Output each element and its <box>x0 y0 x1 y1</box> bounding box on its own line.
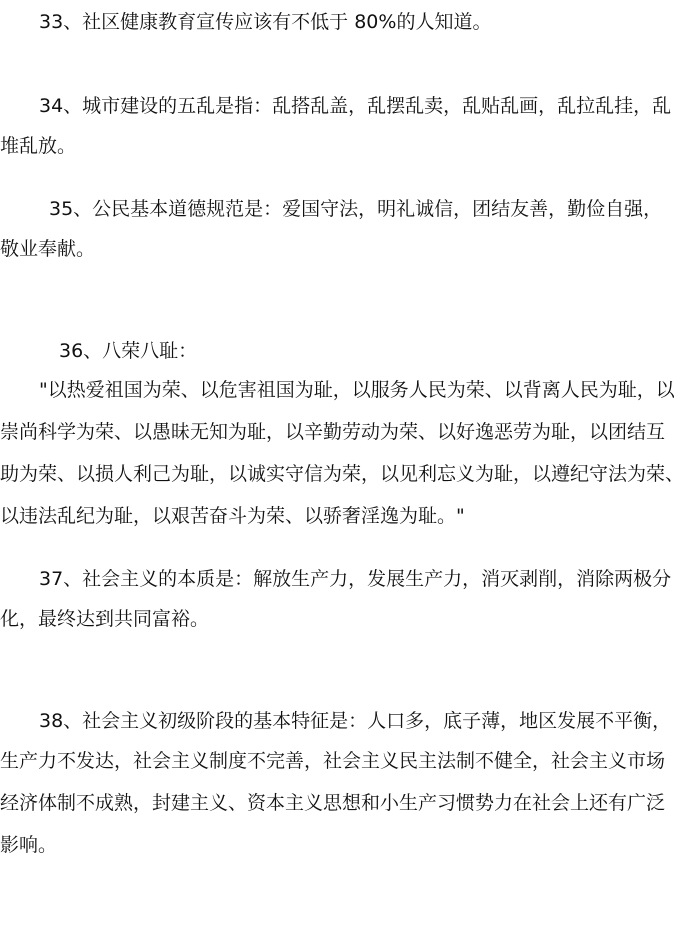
item-36-line-2: "以热爱祖国为荣、以危害祖国为耻，以服务人民为荣、以背离人民为耻，以 <box>39 379 675 401</box>
item-38-line-3: 经济体制不成熟，封建主义、资本主义思想和小生产习惯势力在社会上还有广泛 <box>0 792 666 814</box>
item-38-line-4: 影响。 <box>0 834 58 856</box>
item-33-line-1: 33、社区健康教育宣传应该有不低于 80%的人知道。 <box>39 11 492 33</box>
item-34-line-2: 堆乱放。 <box>0 135 77 157</box>
item-38-line-2: 生产力不发达，社会主义制度不完善，社会主义民主法制不健全，社会主义市场 <box>0 750 666 772</box>
item-35-line-2: 敬业奉献。 <box>0 238 96 260</box>
item-36-line-3: 崇尚科学为荣、以愚昧无知为耻，以辛勤劳动为荣、以好逸恶劳为耻，以团结互 <box>0 421 666 443</box>
item-37-line-1: 37、社会主义的本质是：解放生产力，发展生产力，消灭剥削，消除两极分 <box>39 568 672 590</box>
item-38-line-1: 38、社会主义初级阶段的基本特征是：人口多，底子薄，地区发展不平衡， <box>39 710 672 732</box>
item-36-line-5: 以违法乱纪为耻，以艰苦奋斗为荣、以骄奢淫逸为耻。" <box>0 505 465 527</box>
item-34-line-1: 34、城市建设的五乱是指：乱搭乱盖，乱摆乱卖，乱贴乱画，乱拉乱挂，乱 <box>39 95 672 117</box>
item-37-line-2: 化，最终达到共同富裕。 <box>0 608 210 630</box>
item-36-line-4: 助为荣、以损人利己为耻，以诚实守信为荣，以见利忘义为耻，以遵纪守法为荣、 <box>0 463 685 485</box>
item-35-line-1: 35、公民基本道德规范是：爱国守法，明礼诚信，团结友善，勤俭自强， <box>49 198 663 220</box>
item-36-heading: 36、八荣八耻： <box>59 340 198 362</box>
